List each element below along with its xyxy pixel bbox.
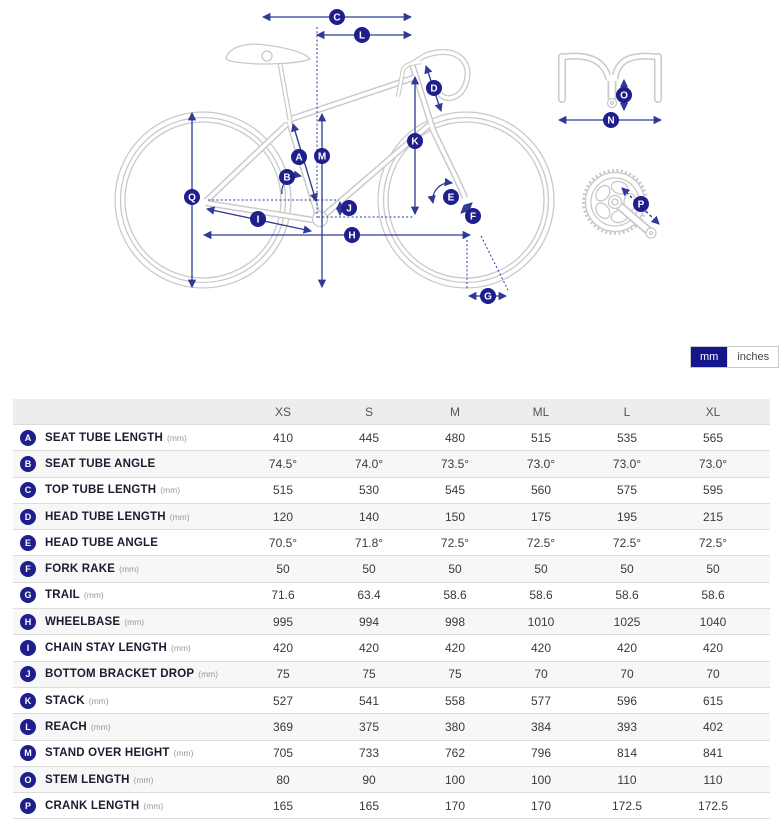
row-label-cell <box>13 614 240 630</box>
row-letter-badge: K <box>20 693 36 709</box>
table-row-p <box>13 792 770 818</box>
svg-text:D: D <box>430 83 438 95</box>
value-cell-j-xl: 70 <box>706 667 720 682</box>
row-measurement-name: BOTTOM BRACKET DROP <box>45 668 195 681</box>
value-cell-f-xl: 50 <box>706 562 720 577</box>
value-cell-o-xs: 80 <box>276 772 290 787</box>
svg-text:L: L <box>358 30 366 42</box>
value-cell-l-m: 380 <box>444 719 466 734</box>
row-label-cell <box>13 745 240 761</box>
value-cell-a-ml: 515 <box>530 430 552 445</box>
value-cell-j-ml: 70 <box>534 667 548 682</box>
row-unit: (mm) <box>173 748 194 759</box>
value-cell-d-xl: 215 <box>702 509 724 524</box>
diagram-badge-a <box>291 149 307 165</box>
bike-line-art <box>115 44 658 288</box>
value-cell-b-xs: 74.5° <box>268 456 298 471</box>
value-cell-f-xs: 50 <box>276 562 290 577</box>
diagram-badge-f <box>465 208 481 224</box>
svg-text:K: K <box>411 136 419 148</box>
svg-text:B: B <box>283 172 291 184</box>
column-header-ml: ML <box>532 404 550 419</box>
svg-text:P: P <box>637 199 645 211</box>
value-cell-b-xl: 73.0° <box>698 456 728 471</box>
diagram-badge-m <box>314 148 330 164</box>
row-label-cell <box>13 456 240 472</box>
diagram-badge-o <box>616 87 632 103</box>
value-cell-p-ml: 170 <box>530 798 552 813</box>
column-header-xl: XL <box>705 404 721 419</box>
row-unit: (mm) <box>88 695 109 706</box>
value-cell-m-l: 814 <box>616 746 638 761</box>
value-cell-c-xl: 595 <box>702 483 724 498</box>
value-cell-d-l: 195 <box>616 509 638 524</box>
value-cell-g-m: 58.6 <box>443 588 467 603</box>
value-cell-a-l: 535 <box>616 430 638 445</box>
value-cell-p-s: 165 <box>358 798 380 813</box>
table-row-g <box>13 582 770 608</box>
svg-text:E: E <box>447 192 455 204</box>
row-letter-badge: O <box>20 772 36 788</box>
value-cell-j-xs: 75 <box>276 667 290 682</box>
row-letter-badge: P <box>20 798 36 814</box>
value-cell-i-l: 420 <box>616 641 638 656</box>
value-cell-p-m: 170 <box>444 798 466 813</box>
value-cell-h-xl: 1040 <box>699 614 727 629</box>
row-unit: (mm) <box>167 432 187 443</box>
row-unit: (mm) <box>169 511 190 522</box>
front-wheel <box>378 112 554 288</box>
value-cell-k-s: 541 <box>358 693 380 708</box>
diagram-badge-k <box>407 133 423 149</box>
table-row-c <box>13 477 770 503</box>
value-cell-k-xl: 615 <box>702 693 724 708</box>
value-cell-a-s: 445 <box>358 430 380 445</box>
svg-text:M: M <box>317 151 327 163</box>
value-cell-m-ml: 796 <box>530 746 552 761</box>
row-unit: (mm) <box>90 721 111 732</box>
row-measurement-name: WHEELBASE <box>45 615 121 628</box>
svg-text:I: I <box>256 214 260 226</box>
value-cell-c-m: 545 <box>444 483 466 498</box>
value-cell-d-s: 140 <box>358 509 380 524</box>
value-cell-d-ml: 175 <box>530 509 552 524</box>
diagram-badge-j <box>341 200 357 216</box>
value-cell-h-s: 994 <box>358 614 380 629</box>
row-letter-badge: E <box>20 535 36 551</box>
value-cell-g-xs: 71.6 <box>271 588 295 603</box>
row-label-cell <box>13 509 240 525</box>
value-cell-m-m: 762 <box>444 746 466 761</box>
value-cell-j-s: 75 <box>362 667 376 682</box>
row-label-cell <box>13 719 240 735</box>
value-cell-o-s: 90 <box>362 772 376 787</box>
value-cell-m-s: 733 <box>358 746 380 761</box>
value-cell-i-s: 420 <box>358 641 380 656</box>
row-label-cell <box>13 693 240 709</box>
table-row-e <box>13 529 770 555</box>
seatpost <box>279 58 290 120</box>
value-cell-e-m: 72.5° <box>440 535 470 550</box>
value-cell-j-l: 70 <box>620 667 634 682</box>
diagram-badge-b <box>279 169 295 185</box>
value-cell-l-xl: 402 <box>702 719 724 734</box>
row-unit: (mm) <box>143 800 164 811</box>
value-cell-b-ml: 73.0° <box>526 456 556 471</box>
value-cell-e-l: 72.5° <box>612 535 642 550</box>
value-cell-g-l: 58.6 <box>615 588 639 603</box>
row-letter-badge: F <box>20 561 36 577</box>
row-unit: (mm) <box>171 643 191 654</box>
value-cell-l-s: 375 <box>358 719 380 734</box>
value-cell-k-xs: 527 <box>272 693 294 708</box>
value-cell-e-s: 71.8° <box>354 535 384 550</box>
diagram-badge-g <box>480 288 496 304</box>
svg-text:G: G <box>484 291 492 303</box>
row-unit: (mm) <box>160 485 181 496</box>
value-cell-p-l: 172.5 <box>611 798 643 813</box>
value-cell-i-m: 420 <box>444 641 466 656</box>
table-row-m <box>13 740 770 766</box>
row-measurement-name: SEAT TUBE ANGLE <box>45 457 156 470</box>
row-letter-badge: B <box>20 456 36 472</box>
svg-text:Q: Q <box>188 192 196 204</box>
row-measurement-name: SEAT TUBE LENGTH <box>45 431 163 444</box>
row-letter-badge: M <box>20 745 36 761</box>
row-letter-badge: L <box>20 719 36 735</box>
value-cell-k-l: 596 <box>616 693 638 708</box>
value-cell-p-xl: 172.5 <box>697 798 729 813</box>
row-unit: (mm) <box>119 564 139 575</box>
row-measurement-name: CHAIN STAY LENGTH <box>45 642 168 655</box>
column-header-s: S <box>364 404 373 419</box>
column-header-xs: XS <box>274 404 291 419</box>
row-label-cell <box>13 640 240 656</box>
row-label-cell <box>13 772 240 788</box>
row-letter-badge: I <box>20 640 36 656</box>
row-measurement-name: HEAD TUBE LENGTH <box>45 510 166 523</box>
row-letter-badge: G <box>20 587 36 603</box>
saddle <box>226 44 310 64</box>
diagram-badge-i <box>250 211 266 227</box>
row-measurement-name: FORK RAKE <box>45 563 116 576</box>
table-row-h <box>13 608 770 634</box>
value-cell-a-xl: 565 <box>702 430 724 445</box>
value-cell-h-m: 998 <box>444 614 466 629</box>
value-cell-g-xl: 58.6 <box>701 588 725 603</box>
svg-text:N: N <box>607 115 615 127</box>
value-cell-b-m: 73.5° <box>440 456 470 471</box>
table-row-a <box>13 424 770 450</box>
value-cell-b-s: 74.0° <box>354 456 384 471</box>
value-cell-c-l: 575 <box>616 483 638 498</box>
value-cell-f-m: 50 <box>448 562 462 577</box>
value-cell-o-l: 110 <box>617 772 637 787</box>
table-row-d <box>13 503 770 529</box>
value-cell-o-xl: 110 <box>703 772 723 787</box>
table-row-j <box>13 661 770 687</box>
value-cell-i-ml: 420 <box>530 641 552 656</box>
table-row-f <box>13 555 770 581</box>
diagram-badge-c <box>329 9 345 25</box>
value-cell-l-l: 393 <box>616 719 638 734</box>
row-label-cell <box>13 482 240 498</box>
row-letter-badge: C <box>20 482 36 498</box>
value-cell-h-xs: 995 <box>272 614 294 629</box>
row-letter-badge: D <box>20 509 36 525</box>
value-cell-g-s: 63.4 <box>357 588 381 603</box>
row-measurement-name: CRANK LENGTH <box>45 799 140 812</box>
table-row-b <box>13 450 770 476</box>
value-cell-e-xs: 70.5° <box>268 535 298 550</box>
table-row-i <box>13 634 770 660</box>
value-cell-p-xs: 165 <box>272 798 294 813</box>
table-row-l <box>13 713 770 739</box>
row-unit: (mm) <box>124 616 145 627</box>
value-cell-g-ml: 58.6 <box>529 588 553 603</box>
value-cell-f-l: 50 <box>620 562 634 577</box>
value-cell-o-ml: 100 <box>530 772 552 787</box>
row-label-cell <box>13 798 240 814</box>
value-cell-c-xs: 515 <box>272 483 294 498</box>
svg-text:C: C <box>333 12 341 24</box>
value-cell-d-xs: 120 <box>272 509 294 524</box>
table-header <box>13 399 770 424</box>
diagram-badge-h <box>344 227 360 243</box>
value-cell-l-ml: 384 <box>530 719 552 734</box>
svg-text:H: H <box>348 230 356 242</box>
value-cell-f-s: 50 <box>362 562 376 577</box>
diagram-badge-n <box>603 112 619 128</box>
mm-toggle-button[interactable]: mm <box>691 347 727 367</box>
value-cell-a-xs: 410 <box>272 430 294 445</box>
value-cell-i-xl: 420 <box>702 641 724 656</box>
value-cell-m-xs: 705 <box>272 746 294 761</box>
value-cell-c-ml: 560 <box>530 483 552 498</box>
diagram-badge-e <box>443 189 459 205</box>
value-cell-l-xs: 369 <box>272 719 294 734</box>
row-letter-badge: A <box>20 430 36 446</box>
value-cell-m-xl: 841 <box>702 746 724 761</box>
unit-toggle <box>690 346 779 368</box>
row-measurement-name: STEM LENGTH <box>45 773 130 786</box>
handlebar-top-view <box>562 56 658 107</box>
value-cell-k-ml: 577 <box>530 693 552 708</box>
row-label-cell <box>13 666 240 682</box>
bike-geometry-diagram <box>0 0 783 340</box>
column-header-l: L <box>623 404 631 419</box>
value-cell-b-l: 73.0° <box>612 456 642 471</box>
diagram-badge-l <box>354 27 370 43</box>
table-row-k <box>13 687 770 713</box>
row-measurement-name: HEAD TUBE ANGLE <box>45 536 159 549</box>
row-measurement-name: STACK <box>45 694 85 707</box>
value-cell-j-m: 75 <box>448 667 462 682</box>
row-unit: (mm) <box>133 774 154 785</box>
row-letter-badge: H <box>20 614 36 630</box>
value-cell-f-ml: 50 <box>534 562 548 577</box>
svg-text:F: F <box>469 211 477 223</box>
row-label-cell <box>13 535 240 551</box>
row-unit: (mm) <box>83 590 104 601</box>
diagram-badge-q <box>184 189 200 205</box>
geometry-table <box>13 399 770 819</box>
row-label-cell <box>13 587 240 603</box>
row-measurement-name: TRAIL <box>45 589 80 602</box>
svg-text:A: A <box>295 152 303 164</box>
value-cell-d-m: 150 <box>444 509 466 524</box>
value-cell-k-m: 558 <box>444 693 466 708</box>
bottom-bracket <box>313 212 328 227</box>
construction-line-steering-axis <box>481 236 508 290</box>
value-cell-h-l: 1025 <box>613 614 641 629</box>
diagram-badge-p <box>633 196 649 212</box>
value-cell-e-ml: 72.5° <box>526 535 556 550</box>
row-letter-badge: J <box>20 666 36 682</box>
row-label-cell <box>13 430 240 446</box>
value-cell-h-ml: 1010 <box>527 614 555 629</box>
diagram-badge-d <box>426 80 442 96</box>
table-row-o <box>13 766 770 792</box>
row-label-cell <box>13 561 240 577</box>
value-cell-e-xl: 72.5° <box>698 535 728 550</box>
svg-text:O: O <box>620 90 628 102</box>
inches-toggle-button[interactable]: inches <box>727 347 778 367</box>
row-unit: (mm) <box>198 669 219 680</box>
value-cell-c-s: 530 <box>358 483 380 498</box>
row-measurement-name: REACH <box>45 720 87 733</box>
column-header-m: M <box>450 404 460 419</box>
value-cell-o-m: 100 <box>444 772 466 787</box>
value-cell-i-xs: 420 <box>272 641 294 656</box>
svg-text:J: J <box>346 203 352 215</box>
row-measurement-name: STAND OVER HEIGHT <box>45 747 170 760</box>
value-cell-a-m: 480 <box>444 430 466 445</box>
table-body <box>13 424 770 818</box>
row-measurement-name: TOP TUBE LENGTH <box>45 484 157 497</box>
